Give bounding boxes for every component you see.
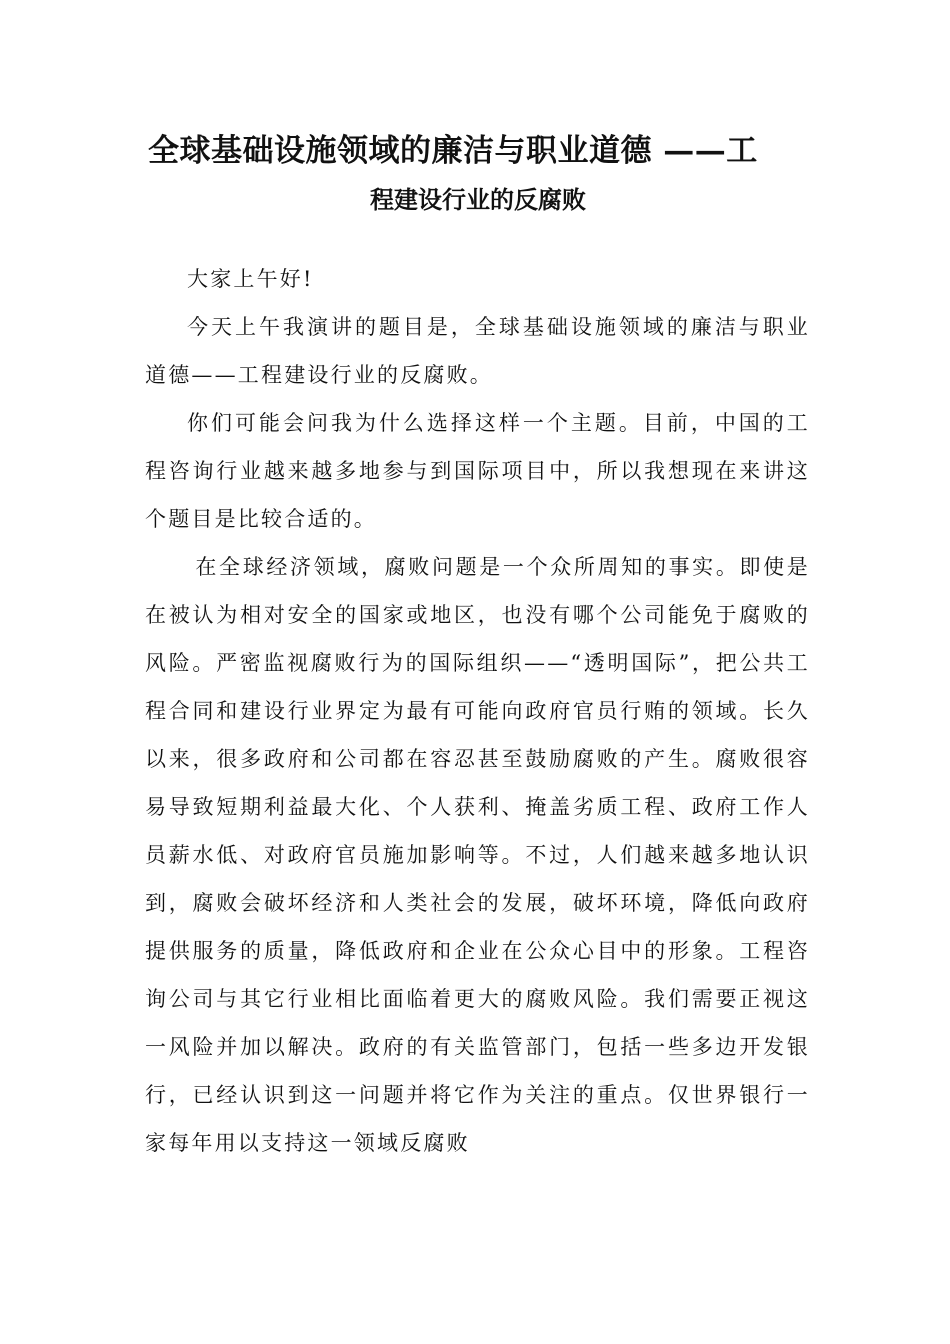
paragraph-topic: 今天上午我演讲的题目是，全球基础设施领域的廉洁与职业道德——工程建设行业的反腐败。 <box>145 315 810 387</box>
paragraph-corruption: 在全球经济领域，腐败问题是一个众所周知的事实。即使是在被认为相对安全的国家或地区，也没有哪个公司能免于腐败的风险。严密监视腐败行为的国际组织——“透明国际”，把公共工程合同和建设行业界定为最有可能向政府官员行贿的领域。长久以来，很多政府和公司都在容忍甚至鼓励腐败的产生。腐败很容易导致短期利益最大化、个人获利、掩盖劣质工程、政府工作人员薪水低、对政府官员施加影响等。不过，人们越来越多地认识到，腐败会破坏经济和人类社会的发展，破坏环境，降低向政府提供服务的质量，降低政府和企业在公众心目中的形象。工程咨询公司与其它行业相比面临着更大的腐败风险。我们需要正视这一风险并加以解决。政府的有关监管部门，包括一些多边开发银行，已经认识到这一问题并将它作为关注的重点。仅世界银行一家每年用以支持这一领域反腐败 <box>145 555 810 1155</box>
paragraph-greeting: 大家上午好! <box>187 267 314 291</box>
document-title-line2: 程建设行业的反腐败 <box>370 185 586 214</box>
paragraph-reason: 你们可能会问我为什么选择这样一个主题。目前，中国的工程咨询行业越来越多地参与到国际项目中，所以我想现在来讲这个题目是比较合适的。 <box>145 411 810 531</box>
document-title-line1: 全球基础设施领域的廉洁与职业道德 ——工 <box>148 133 758 169</box>
document-body <box>145 255 810 1167</box>
